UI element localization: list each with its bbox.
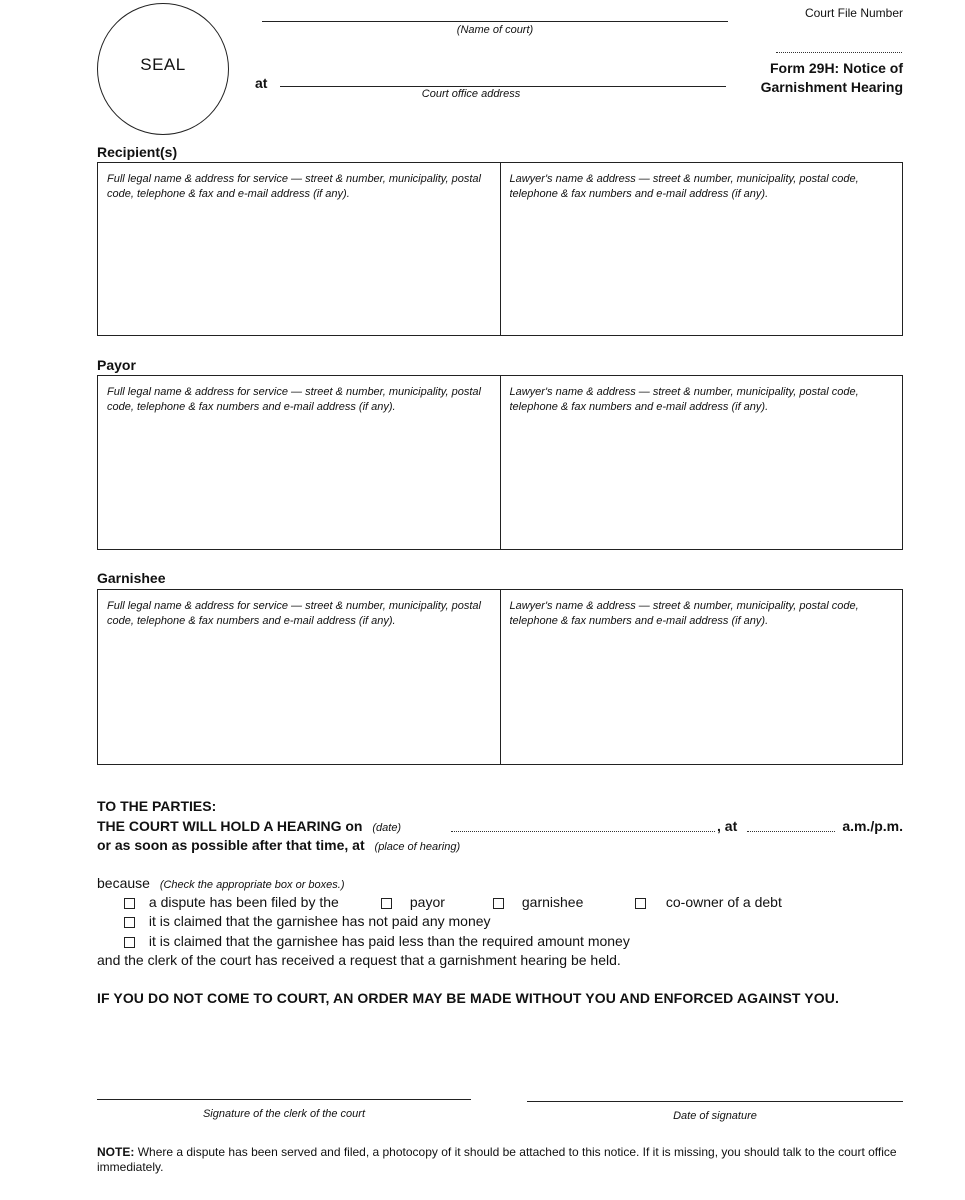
payor-lawyer-field[interactable] <box>500 376 903 549</box>
payor-option-label: payor <box>409 894 445 910</box>
clerk-signature-line[interactable] <box>97 1099 471 1100</box>
payor-box <box>97 375 903 550</box>
garnishee-checkbox[interactable] <box>493 898 504 909</box>
paid-less-row <box>124 933 630 949</box>
dispute-filed-text: a dispute has been filed by the <box>148 894 339 910</box>
because-label: because <box>97 875 150 891</box>
dispute-filed-checkbox[interactable] <box>124 898 135 909</box>
not-paid-row <box>124 913 491 929</box>
note-label: NOTE: <box>97 1145 135 1159</box>
at-time-label: , at <box>717 818 738 834</box>
court-file-number-label: Court File Number <box>804 6 903 20</box>
hearing-time-field[interactable] <box>747 831 835 832</box>
note-text: Where a dispute has been served and filed, a photocopy of it should be attached to this notice. If it is missing, you should talk to the court office immediately. <box>97 1145 897 1174</box>
garnishee-label: Garnishee <box>97 570 166 586</box>
garnishee-option-label: garnishee <box>521 894 584 910</box>
date-of-signature-caption: Date of signature <box>673 1110 757 1122</box>
at-label: at <box>255 75 268 91</box>
payor-option <box>381 894 445 910</box>
court-name-line[interactable] <box>262 21 728 22</box>
garnishee-address-field[interactable] <box>98 590 500 764</box>
place-caption: (place of hearing) <box>374 841 461 853</box>
not-paid-text: it is claimed that the garnishee has not paid any money <box>148 913 491 929</box>
payor-label: Payor <box>97 357 136 373</box>
payor-address-field[interactable] <box>98 376 500 549</box>
coowner-option-label: co-owner of a debt <box>665 894 782 910</box>
recipient-lawyer-field[interactable] <box>500 163 903 335</box>
garnishee-lawyer-field[interactable] <box>500 590 903 764</box>
court-office-address-line[interactable] <box>280 86 726 87</box>
paid-less-text: it is claimed that the garnishee has paid less than the required amount money <box>148 933 630 949</box>
hearing-date-field[interactable] <box>451 831 715 832</box>
date-of-signature-line[interactable] <box>527 1101 903 1102</box>
coowner-option <box>635 894 782 910</box>
recipient-lawyer-caption: Lawyer's name & address — street & number, municipality, postal code, telephone & fax numbers and e-mail address (if any). <box>509 173 859 200</box>
clerk-signature-caption: Signature of the clerk of the court <box>202 1108 366 1120</box>
recipient-address-field[interactable] <box>98 163 500 335</box>
garnishee-lawyer-caption: Lawyer's name & address — street & number, municipality, postal code, telephone & fax numbers and e-mail address (if any). <box>509 600 859 627</box>
garnishee-option <box>493 894 583 910</box>
paid-less-checkbox[interactable] <box>124 937 135 948</box>
hearing-date-line <box>97 818 903 836</box>
coowner-checkbox[interactable] <box>635 898 646 909</box>
payor-lawyer-caption: Lawyer's name & address — street & number, municipality, postal code, telephone & fax numbers and e-mail address (if any). <box>509 386 859 413</box>
not-paid-checkbox[interactable] <box>124 917 135 928</box>
court-will-hold-label: THE COURT WILL HOLD A HEARING on <box>97 818 363 834</box>
recipients-label: Recipient(s) <box>97 144 178 160</box>
dispute-filed-row <box>124 894 824 910</box>
because-instruction: (Check the appropriate box or boxes.) <box>159 879 345 891</box>
seal-circle <box>97 3 229 135</box>
garnishee-address-caption: Full legal name & address for service — street & number, municipality, postal code, telephone & fax numbers and e-mail address (if any). <box>107 600 481 627</box>
payor-address-caption: Full legal name & address for service — street & number, municipality, postal code, telephone & fax numbers and e-mail address (if any). <box>107 386 481 413</box>
to-the-parties: TO THE PARTIES: <box>97 798 217 814</box>
court-file-number-field[interactable] <box>776 52 902 53</box>
form-title-line1: Form 29H: Notice of <box>769 60 903 76</box>
warning-text: IF YOU DO NOT COME TO COURT, AN ORDER MAY BE MADE WITHOUT YOU AND ENFORCED AGAINST YOU. <box>97 990 839 1006</box>
payor-checkbox[interactable] <box>381 898 392 909</box>
asap-label: or as soon as possible after that time, at <box>97 837 365 853</box>
place-line <box>97 837 460 853</box>
because-line <box>97 875 344 891</box>
court-name-caption: (Name of court) <box>456 24 534 36</box>
form-title-line2: Garnishment Hearing <box>760 79 903 95</box>
recipients-box <box>97 162 903 336</box>
date-caption: (date) <box>372 822 402 834</box>
form-title <box>761 59 903 97</box>
garnishee-box <box>97 589 903 765</box>
note <box>97 1145 905 1175</box>
ampm-label: a.m./p.m. <box>842 818 903 834</box>
seal-label: SEAL <box>140 55 186 74</box>
court-office-caption: Court office address <box>421 88 521 100</box>
clerk-received-text: and the clerk of the court has received a request that a garnishment hearing be held. <box>97 952 621 968</box>
recipient-address-caption: Full legal name & address for service — street & number, municipality, postal code, telephone & fax and e-mail address (if any). <box>107 173 481 200</box>
